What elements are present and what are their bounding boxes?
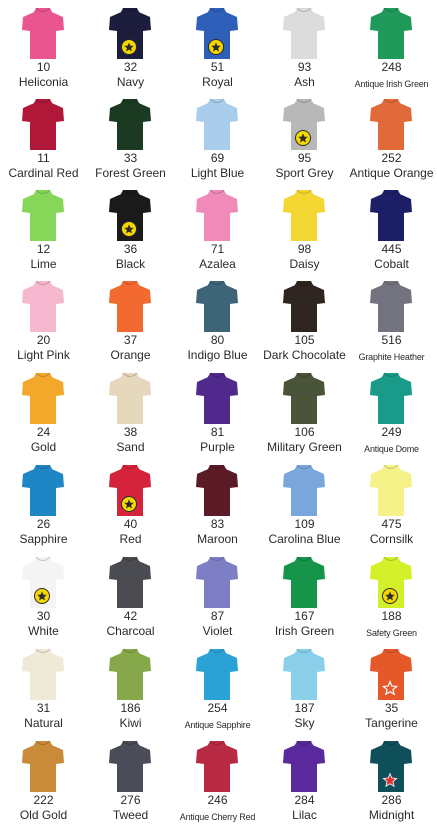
color-swatch[interactable] [174, 275, 261, 367]
color-swatch[interactable] [348, 184, 435, 276]
color-swatch[interactable] [348, 2, 435, 94]
color-name: Light Blue [190, 166, 245, 180]
color-code: 71 [210, 242, 225, 256]
color-name: Gold [30, 440, 57, 454]
color-name: Irish Green [274, 624, 335, 638]
tshirt-icon [108, 647, 152, 701]
color-swatch[interactable] [87, 2, 174, 94]
color-code: 42 [123, 609, 138, 623]
color-swatch[interactable] [0, 643, 87, 735]
color-code: 30 [36, 609, 51, 623]
color-code: 83 [210, 517, 225, 531]
tshirt-icon [21, 463, 65, 517]
color-name: Safety Green [366, 628, 417, 638]
color-code: 284 [294, 793, 315, 807]
color-code: 475 [381, 517, 402, 531]
tshirt-icon [195, 188, 239, 242]
tshirt-icon [108, 371, 152, 425]
color-name: Antique Cherry Red [179, 812, 256, 822]
color-name: Royal [202, 75, 233, 89]
color-code: 109 [294, 517, 315, 531]
tshirt-icon [21, 6, 65, 60]
tshirt-icon [21, 739, 65, 793]
color-swatch[interactable] [0, 2, 87, 94]
color-code: 252 [381, 151, 402, 165]
color-swatch[interactable] [87, 735, 174, 827]
red-star-icon [382, 772, 398, 788]
color-name: Sky [294, 716, 315, 730]
tshirt-icon [282, 6, 326, 60]
color-swatch[interactable] [261, 551, 348, 643]
tshirt-icon [108, 739, 152, 793]
tshirt-icon [195, 739, 239, 793]
tshirt-icon [282, 279, 326, 333]
tshirt-icon [108, 97, 152, 151]
color-name: Lilac [292, 808, 317, 822]
color-name: Ash [294, 75, 315, 89]
color-name: Red [119, 532, 142, 546]
color-name: Violet [202, 624, 233, 638]
color-swatch[interactable] [348, 275, 435, 367]
color-code: 254 [207, 701, 228, 715]
color-swatch[interactable] [0, 184, 87, 276]
color-swatch[interactable] [87, 367, 174, 459]
color-code: 20 [36, 333, 51, 347]
tshirt-icon [108, 555, 152, 609]
color-swatch[interactable] [174, 459, 261, 551]
color-code: 445 [381, 242, 402, 256]
color-swatch[interactable] [87, 551, 174, 643]
color-code: 222 [33, 793, 54, 807]
featured-star-icon [34, 588, 50, 604]
color-code: 286 [381, 793, 402, 807]
tshirt-icon [21, 97, 65, 151]
color-swatch[interactable] [174, 643, 261, 735]
color-name: White [28, 624, 59, 638]
color-code: 10 [36, 60, 51, 74]
featured-star-icon [121, 221, 137, 237]
color-swatch[interactable] [0, 93, 87, 185]
color-code: 186 [120, 701, 141, 715]
color-code: 276 [120, 793, 141, 807]
color-code: 36 [123, 242, 138, 256]
tshirt-icon [21, 188, 65, 242]
color-swatch[interactable] [174, 184, 261, 276]
color-swatch[interactable] [348, 735, 435, 827]
color-swatch[interactable] [87, 275, 174, 367]
color-code: 93 [297, 60, 312, 74]
tshirt-icon [195, 647, 239, 701]
tshirt-icon [195, 279, 239, 333]
tshirt-icon [195, 555, 239, 609]
color-name: Cobalt [374, 257, 409, 271]
color-code: 87 [210, 609, 225, 623]
color-swatch[interactable] [174, 551, 261, 643]
color-swatch[interactable] [87, 184, 174, 276]
color-swatch[interactable] [0, 735, 87, 827]
featured-star-icon [121, 39, 137, 55]
tshirt-icon [108, 279, 152, 333]
color-swatch[interactable] [261, 643, 348, 735]
color-name: Antique Dome [364, 444, 419, 454]
color-name: Heliconia [18, 75, 69, 89]
tshirt-icon [21, 279, 65, 333]
color-swatch[interactable] [0, 367, 87, 459]
color-name: Maroon [197, 532, 238, 546]
color-name: Antique Orange [349, 166, 434, 180]
color-code: 26 [36, 517, 51, 531]
color-code: 516 [381, 333, 402, 347]
featured-star-icon [121, 496, 137, 512]
tshirt-icon [369, 463, 413, 517]
color-code: 40 [123, 517, 138, 531]
color-code: 32 [123, 60, 138, 74]
color-code: 37 [123, 333, 138, 347]
color-name: Black [115, 257, 146, 271]
color-swatch[interactable] [261, 459, 348, 551]
color-name: Sand [116, 440, 145, 454]
color-swatch[interactable] [261, 2, 348, 94]
color-code: 81 [210, 425, 225, 439]
color-name: Indigo Blue [187, 348, 248, 362]
color-name: Sport Grey [275, 166, 334, 180]
color-name: Navy [116, 75, 145, 89]
color-code: 248 [381, 60, 402, 74]
color-code: 51 [210, 60, 225, 74]
color-code: 35 [384, 701, 399, 715]
color-name: Antique Irish Green [354, 79, 429, 89]
color-name: Charcoal [106, 624, 155, 638]
color-name: Orange [110, 348, 151, 362]
color-swatch[interactable] [174, 93, 261, 185]
color-swatch[interactable] [261, 367, 348, 459]
color-name: Daisy [289, 257, 320, 271]
color-name: Midnight [368, 808, 415, 822]
color-swatch[interactable] [0, 551, 87, 643]
color-swatch[interactable] [348, 459, 435, 551]
tshirt-icon [21, 371, 65, 425]
color-name: Azalea [199, 257, 236, 271]
color-code: 11 [37, 151, 50, 165]
color-swatch[interactable] [261, 184, 348, 276]
color-swatch[interactable] [0, 459, 87, 551]
tshirt-icon [195, 463, 239, 517]
color-swatch[interactable] [348, 551, 435, 643]
tshirt-icon [21, 647, 65, 701]
color-swatch[interactable] [348, 367, 435, 459]
color-swatch[interactable] [174, 735, 261, 827]
color-swatch[interactable] [261, 93, 348, 185]
color-code: 69 [210, 151, 225, 165]
tshirt-icon [195, 371, 239, 425]
color-name: Tangerine [365, 716, 418, 730]
color-name: Light Pink [17, 348, 70, 362]
color-code: 105 [294, 333, 315, 347]
tshirt-icon [282, 188, 326, 242]
color-code: 187 [294, 701, 315, 715]
tshirt-icon [369, 188, 413, 242]
color-name: Graphite Heather [358, 352, 425, 362]
tshirt-icon [282, 739, 326, 793]
tshirt-icon [195, 97, 239, 151]
color-name: Forest Green [95, 166, 166, 180]
color-name: Cardinal Red [8, 166, 79, 180]
color-swatch[interactable] [174, 2, 261, 94]
color-swatch[interactable] [87, 643, 174, 735]
color-swatch[interactable] [261, 735, 348, 827]
color-code: 31 [36, 701, 51, 715]
featured-star-icon [295, 130, 311, 146]
color-code: 24 [36, 425, 51, 439]
color-name: Kiwi [119, 716, 142, 730]
color-swatch[interactable] [348, 93, 435, 185]
color-code: 188 [381, 609, 402, 623]
color-swatch[interactable] [261, 275, 348, 367]
color-code: 80 [210, 333, 225, 347]
color-swatch[interactable] [87, 459, 174, 551]
color-name: Military Green [267, 440, 342, 454]
color-name: Natural [24, 716, 63, 730]
color-code: 106 [294, 425, 315, 439]
color-code: 38 [123, 425, 138, 439]
color-swatch[interactable] [0, 275, 87, 367]
featured-star-icon [208, 39, 224, 55]
color-name: Antique Sapphire [184, 720, 251, 730]
tshirt-icon [369, 97, 413, 151]
color-name: Tweed [112, 808, 149, 822]
color-swatch[interactable] [87, 93, 174, 185]
tshirt-icon [282, 463, 326, 517]
color-name: Old Gold [19, 808, 68, 822]
color-code: 95 [297, 151, 312, 165]
tshirt-icon [369, 371, 413, 425]
color-code: 33 [123, 151, 138, 165]
tshirt-icon [282, 371, 326, 425]
color-code: 249 [381, 425, 402, 439]
color-code: 167 [294, 609, 315, 623]
tshirt-icon [369, 279, 413, 333]
tshirt-icon [282, 555, 326, 609]
color-code: 98 [297, 242, 312, 256]
color-swatch[interactable] [174, 367, 261, 459]
color-code: 246 [207, 793, 228, 807]
tshirt-icon [282, 647, 326, 701]
tshirt-icon [369, 6, 413, 60]
color-code: 12 [36, 242, 51, 256]
color-name: Dark Chocolate [263, 348, 346, 362]
color-name: Carolina Blue [268, 532, 341, 546]
outline-star-icon [382, 680, 398, 696]
color-name: Sapphire [19, 532, 68, 546]
color-name: Purple [200, 440, 235, 454]
color-name: Cornsilk [369, 532, 414, 546]
featured-star-icon [382, 588, 398, 604]
color-name: Lime [30, 257, 57, 271]
color-swatch[interactable] [348, 643, 435, 735]
